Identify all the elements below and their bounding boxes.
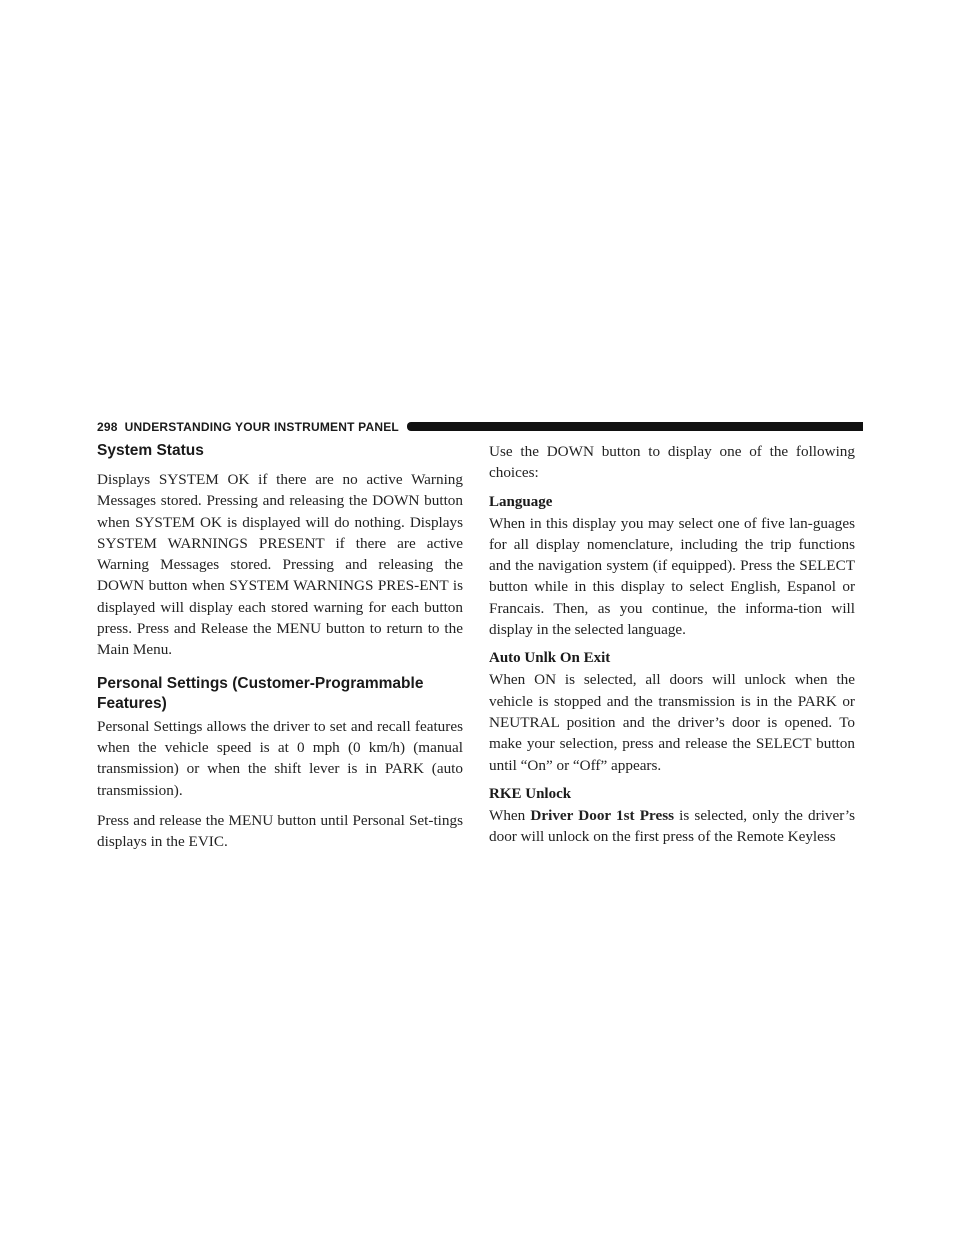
language-heading: Language [489, 493, 553, 510]
system-status-paragraph: Displays SYSTEM OK if there are no active Warning Messages stored. Pressing and releasing the DOWN button when SYSTEM OK is displayed will do nothing. Displays SYSTEM WARNINGS PRESENT if there are active Warning Messages stored. Pressing and releasing the DOWN button when SYSTEM WARNINGS PRES-ENT is displayed will display each stored warning for each button press. Press and Release the MENU button to return to the Main Menu. [97, 471, 463, 659]
rke-unlock-paragraph [489, 805, 855, 848]
page-number: 298 [97, 419, 118, 434]
auto-unlock-heading: Auto Unlk On Exit [489, 650, 611, 667]
auto-unlock-paragraph: When ON is selected, all doors will unlock when the vehicle is stopped and the transmission is in the PARK or NEUTRAL position and the driver’s door is opened. To make your selection, press and release the SELECT button until “On” or “Off” appears. [489, 671, 855, 774]
page-header [97, 419, 863, 434]
right-column [489, 441, 855, 847]
rke-option-name: Driver Door 1st Press [530, 806, 675, 824]
rke-text-rest: is selected, only the driver’s door will unlock on the first press of the Remote Keyless [489, 806, 856, 846]
system-status-heading: System Status [97, 442, 204, 459]
header-rule [407, 422, 863, 431]
rke-text-prefix: When [489, 806, 531, 824]
personal-settings-paragraph-2: Press and release the MENU button until Personal Set-tings displays in the EVIC. [97, 811, 463, 851]
rke-unlock-heading: RKE Unlock [489, 785, 572, 802]
running-head: UNDERSTANDING YOUR INSTRUMENT PANEL [124, 419, 399, 434]
personal-settings-heading: Personal Settings (Customer-Programmable Features) [97, 674, 424, 712]
language-paragraph: When in this display you may select one of five lan-guages for all display nomenclature, including the trip functions and the navigation system (if equipped). Press the SELECT button while in this display to select English, Espanol or Francais. Then, as you continue, the informa-tion will display in the selected language. [489, 514, 855, 639]
choices-intro-paragraph: Use the DOWN button to display one of the following choices: [489, 443, 855, 482]
left-column [97, 441, 463, 852]
personal-settings-paragraph-1: Personal Settings allows the driver to set and recall features when the vehicle speed is at 0 mph (0 km/h) (manual transmission) or when the shift lever is in PARK (auto transmission). [97, 717, 463, 799]
